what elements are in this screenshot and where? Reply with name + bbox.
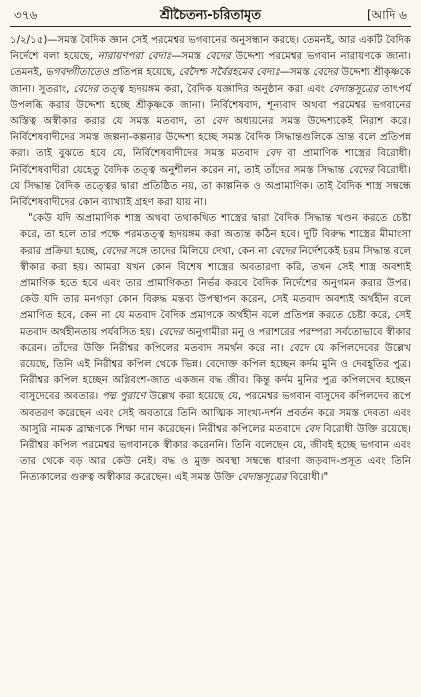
text-run: ১/২/১৫)—সমস্ত বৈদিক জ্ঞান সেই পরমেশ্বর ভগবানের অনুসন্ধান করছে। তেমনই, আর একটি বৈদিক নির্দেশে বলা হয়েছে,: [10, 35, 411, 63]
italic-term: বেদান্তসূত্রের: [237, 472, 287, 484]
text-run: সঙ্গে তাদের মিলিয়ে দেখা, কেন না: [126, 245, 271, 257]
text-run: বিরোধী। যে সিদ্ধান্ত বৈদিক তত্ত্বের দ্বারা প্রতিষ্ঠিত নয়, তা কাল্পনিক ও অপ্রামাণিক। তাই বৈদিক শাস্ত্র সম্বন্ধে নির্বিশেষবাদীদের কোন ব্যাখ্যাই গ্রহণ করা যায় না।: [10, 164, 411, 209]
italic-term: বেদে: [289, 342, 309, 354]
text-run: তত্ত্ব হৃদয়ঙ্গম করা, বৈদিক যজ্ঞাদির অনুষ্ঠান করা এবং: [98, 83, 330, 95]
italic-term: নারায়ণপরা বেদাঃ: [97, 51, 172, 63]
italic-term: বেদের: [158, 326, 184, 338]
text-run: যে কপিলদেবের উল্লেখ রয়েছে, তিনি এই নিরীশ্বর কপিল থেকে ভিন্ন। বেদোক্ত কপিল হচ্ছেন কর্দম মুনি ও দেবহূতির পুত্র। নিরীশ্বর কপিল হচ্ছেন অগ্নিবংশ-জাত একজন বদ্ধ জীব। কিন্তু কর্দম মুনির পুত্র কপিলদেব হচ্ছেন বাসুদেবের অবতার।: [20, 342, 411, 403]
italic-term: বেদ: [212, 116, 228, 128]
text-run: নির্দেশকেই চরম সিদ্ধান্ত বলে স্বীকার করা হয়। আমরা যখন কোন বিশেষ শাস্ত্রের অবতারণা করি, তখন সেই শাস্ত্র অবশ্যই প্রামাণিক হতে হবে এবং তার প্রামাণিকতা নির্ভর করবে বৈদিক নির্দেশের অনুগমন করার উপর। কেউ যদি তার মনগড়া কোন বিরুদ্ধ মন্তব্য উপস্থাপন করেন, সেই মতবাদ অবশ্যই অর্থহীন বলে প্রমাণিত হবে, কেন না যে মতবাদ বৈদিক প্রমাণকে অর্থহীন বলে প্রতিপন্ন করতে চেষ্টা করে, সেই মতবাদ অর্থহীনতায় পর্যবসিত হয়।: [20, 245, 412, 338]
text-run: অনুগামীরা মনু ও পরাশরের পরম্পরা সর্বতোভাবে স্বীকার করেন। তাঁদের উক্তি নিরীশ্বর কপিলের মতবাদ সমর্থন করে না।: [20, 326, 412, 354]
text-run: উদ্দেশ্য পরমেশ্বর ভগবান নারায়ণকে জানা। তেমনই,: [10, 51, 412, 79]
text-run: অধ্যয়নের সমস্ত উদ্দেশ্যকেই নিরাশ করে। নির্বিশেষবাদীদের সমস্ত জল্পনা-কল্পনার উদ্দেশ্য হচ্ছে সমস্ত বৈদিক সিদ্ধান্তগুলিকে ভ্রান্ত বলে প্রতিপন্ন করা। তাই বুঝতে হবে যে, নির্বিশেষবাদীদের সমস্ত মতবাদ: [10, 116, 412, 160]
text-run: "কেউ যদি অপ্রামাণিক শাস্ত্র অথবা তথাকথিত শাস্ত্রের দ্বারা বৈদিক সিদ্ধান্ত খণ্ডন করতে চেষ্টা করে, তা হলে তার পক্ষে পরমতত্ত্ব হৃদয়ঙ্গম করা অত্যন্ত কঠিন হবে। দুটি বিরুদ্ধ শাস্ত্রের মীমাংসা করার প্রক্রিয়া হচ্ছে,: [20, 213, 411, 257]
italic-term: বেদের: [101, 245, 127, 257]
italic-term: বেদের: [205, 51, 231, 63]
italic-term: বেদের: [348, 164, 374, 176]
text-run: তাৎপর্য উপলব্ধি করার উদ্দেশ্য হচ্ছে শ্রীকৃষ্ণকে জানা। নির্বিশেষবাদ, শূন্যবাদ অথবা পরমেশ্বর ভগবানের অস্তিত্ব অস্বীকার করার যে সমস্ত মতবাদ, তা: [10, 83, 411, 128]
section-marker: [আদি ৬: [366, 8, 407, 22]
text-run: বিরোধী।": [286, 472, 329, 484]
text-run: প্রতিপন্ন হয়েছে,: [108, 67, 179, 79]
running-title: শ্রীচৈতন্য-চরিতামৃত: [159, 8, 262, 23]
body-text: [10, 33, 411, 487]
page-header: [10, 6, 411, 24]
italic-term: বেদান্তসূত্রের: [329, 83, 379, 95]
quoted-passage: [10, 211, 411, 486]
italic-term: ভগবদ্গীতাতেও: [45, 67, 109, 79]
text-run: —সমস্ত: [171, 51, 206, 63]
italic-term: বেদের: [313, 67, 338, 79]
page-number: ৩৭৬: [14, 8, 38, 22]
italic-term: বেদ: [265, 148, 281, 160]
italic-term: বেদৈশ্চ সর্বৈরহমেব বেদ্যঃ: [178, 67, 280, 79]
text-run: —সমস্ত: [279, 67, 314, 79]
italic-term: বেদের: [270, 245, 296, 257]
quote-paragraph: [20, 211, 411, 486]
text-run: উদ্দেশ্য শ্রীকৃষ্ণকে জানা। সুতরাং,: [10, 67, 412, 95]
italic-term: বেদ: [304, 423, 320, 435]
italic-term: বেদের: [73, 83, 99, 95]
text-run: উল্লেখ করা হয়েছে যে, পরমেশ্বর ভগবান বাসুদেব কপিলদেব রূপে অবতরণ করেছেন এবং সেই অবতারে তিনি আত্মিক সাংখ্য-দর্শন প্রবর্তন করে সমস্ত দেবতা এবং আসুরি নামক ব্রাহ্মণকে শিক্ষা দান করেছেন। নিরীশ্বর কপিলের মতবাদে: [20, 391, 412, 435]
italic-term: পদ্ম পুরাণে: [102, 391, 146, 403]
text-run: বা প্রামাণিক শাস্ত্রের বিরোধী। নির্বিশেষবাদীরা যেহেতু বৈদিক তত্ত্ব অনুশীলন করেন না, তাই তাঁদের সমস্ত সিদ্ধান্ত: [10, 148, 411, 176]
purport-paragraph: [10, 33, 411, 211]
text-run: বিরোধী উক্তি রয়েছে। নিরীশ্বর কপিল পরমেশ্বর ভগবানকে স্বীকার করেননি। তিনি বলেছেন যে, জীবই হচ্ছে ভগবান এবং তার থেকে বড় আর কেউ নেই। বদ্ধ ও মুক্ত অবস্থা সম্বন্ধে ধারণা জড়বাদ-প্রসূত এবং তিনি নিত্যকালের গুরুত্ব অস্বীকার করেছেন। এই সমস্ত উক্তি: [20, 423, 412, 484]
